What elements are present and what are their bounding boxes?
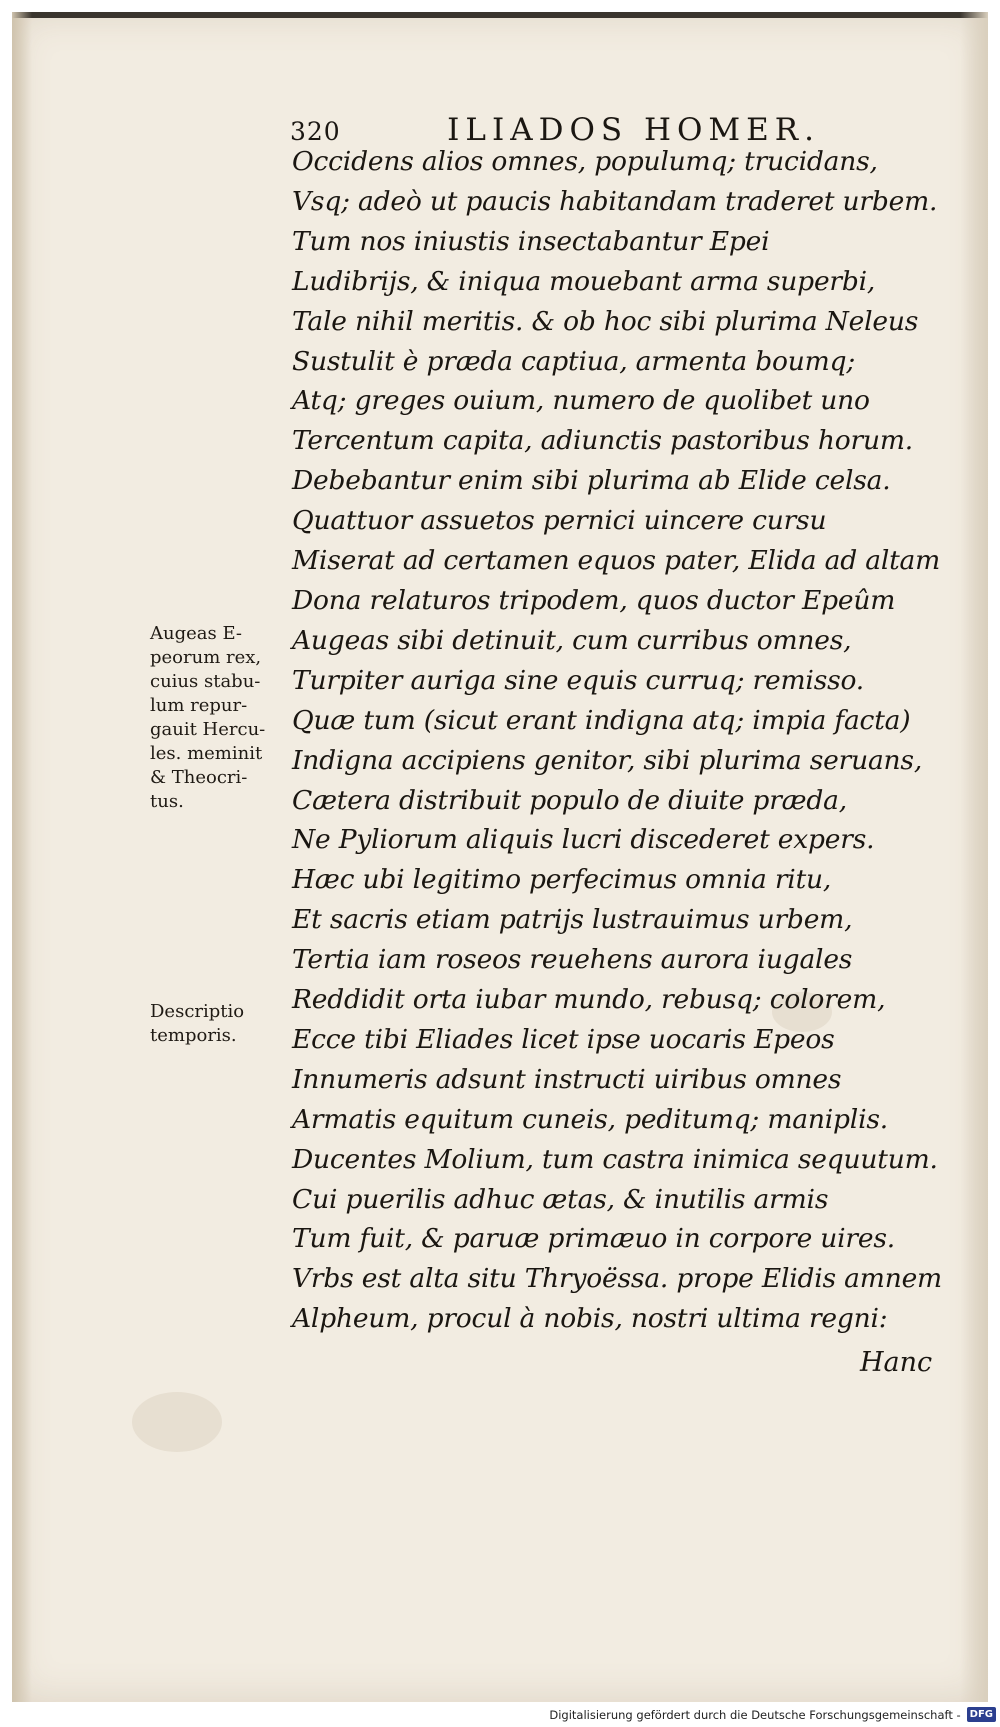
verse-line: Ludibrijs, & iniqua mouebant arma superbi, [292,265,876,297]
verse-line: Augeas sibi detinuit, cum curribus omnes, [292,624,852,656]
margin-note-line: temporis. [150,1025,237,1046]
verse-line: Tum fuit, & paruæ primæuo in corpore uires. [292,1223,896,1255]
verse-line: Indigna accipiens genitor, sibi plurima seruans, [292,744,923,776]
funding-notice: Digitalisierung gefördert durch die Deutsche Forschungsgemeinschaft - [549,1707,961,1722]
verse-line: Quæ tum (sicut erant indigna atq; impia facta) [292,704,911,736]
verse-line: Miserat ad certamen equos pater, Elida ad altam [292,545,941,577]
running-title: ILIADOS HOMER. [447,112,820,148]
page-gutter-shadow [12,12,32,1702]
verse-line: Atq; greges ouium, numero de quolibet uno [292,385,870,417]
margin-note-line: gauit Hercu- [150,719,266,740]
verse-line: Dona relaturos tripodem, quos ductor Epeûm [292,584,896,616]
verse-list [292,142,942,1339]
verse-line: Ecce tibi Eliades licet ipse uocaris Epeos [292,1023,835,1055]
verse-line: Innumeris adsunt instructi uiribus omnes [292,1063,842,1095]
verse-line: Reddidit orta iubar mundo, rebusq; colorem, [292,984,886,1016]
verse-line: Hæc ubi legitimo perfecimus omnia ritu, [292,864,832,896]
margin-note-augeas [150,622,285,814]
margin-note-line: les. meminit [150,743,263,764]
verse-line: Cætera distribuit populo de diuite præda, [292,784,847,816]
margin-note-descriptio [150,1000,285,1048]
page-top-edge [12,12,988,18]
dfg-logo: DFG [967,1707,996,1722]
verse-line: Tale nihil meritis. & ob hoc sibi plurima Neleus [292,305,919,337]
verse-line: Vsq; adeò ut paucis habitandam traderet urbem. [292,185,938,217]
verse-line: Tum nos iniustis insectabantur Epei [292,225,770,257]
margin-note-line: Augeas E- [150,623,243,644]
verse-line: Ne Pyliorum aliquis lucri discederet expers. [292,824,875,856]
page-number: 320 [290,117,341,146]
margin-note-line: Descriptio [150,1001,245,1022]
verse-line: Tercentum capita, adiunctis pastoribus horum. [292,425,914,457]
verse-line: Occidens alios omnes, populumq; trucidans, [292,146,878,177]
verse-line: Alpheum, procul à nobis, nostri ultima regni: [292,1303,888,1335]
verse-line: Sustulit è præda captiua, armenta boumq; [292,345,856,377]
margin-note-line: peorum rex, [150,647,262,668]
verse-line: Vrbs est alta situ Thryoëssa. prope Elidis amnem [292,1263,942,1295]
catchword: Hanc [860,1347,933,1378]
verse-line: Cui puerilis adhuc ætas, & inutilis armis [292,1183,829,1215]
margin-note-line: cuius stabu- [150,671,261,692]
page-edge-shadow [960,12,988,1702]
digitization-footer [0,1702,1000,1727]
verse-line: Armatis equitum cuneis, peditumq; maniplis. [292,1103,888,1135]
margin-note-line: & Theocri- [150,767,248,788]
verse-line: Et sacris etiam patrijs lustrauimus urbem, [292,904,853,936]
verse-line: Tertia iam roseos reuehens aurora iugales [292,944,853,976]
verse-line: Ducentes Molium, tum castra inimica sequutum. [292,1143,938,1175]
verse-line: Quattuor assuetos pernici uincere cursu [292,505,827,537]
verse-line: Turpiter auriga sine equis curruq; remisso. [292,664,865,696]
margin-note-line: lum repur- [150,695,248,716]
verse-line: Debebantur enim sibi plurima ab Elide celsa. [292,465,891,497]
margin-note-line: tus. [150,791,184,812]
paper-stain [132,1392,222,1452]
